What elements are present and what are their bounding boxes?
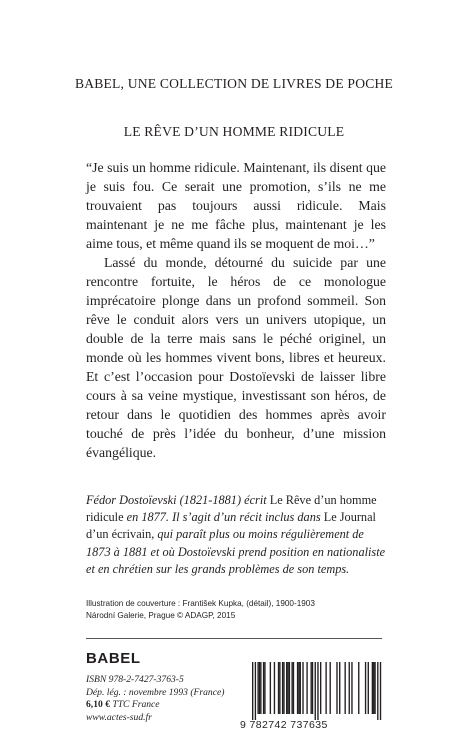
barcode-bar [368, 662, 369, 714]
isbn: ISBN 978-2-7427-3763-5 [86, 674, 184, 685]
barcode-bar [289, 662, 290, 714]
barcode-bar [260, 662, 261, 714]
barcode-bar [380, 662, 381, 720]
price-value: 6,10 € [86, 699, 110, 711]
barcode-bar [330, 662, 331, 714]
barcode-bar [320, 662, 321, 714]
summary-paragraph: Lassé du monde, détourné du suicide par une rencontre fortuite, le héros de ce monologue imprécatoire plonge dans un profond sommeil. Son rêve le conduit alors vers un univers utopique, un double de la terre mais sans le péché originel, un monde où les hommes vivent bons, libres et heureux. Et c’est l’occasion pour Dostoïevski de laisser libre cours à sa veine mystique, investissant son héros, de retour dans le quotidien des hommes après avoir touché de près l’idée du bonheur, d’une mission évangélique. [86, 255, 386, 460]
barcode-bar [325, 662, 326, 714]
barcode-bar [312, 662, 313, 714]
barcode-bar [317, 662, 318, 720]
book-title: LE RÊVE D’UN HOMME RIDICULE [123, 124, 345, 139]
barcode-bar [283, 662, 284, 714]
barcode-bar [270, 662, 271, 714]
legal-deposit: Dép. lég. : novembre 1993 (France) [86, 686, 225, 698]
credit-line-2: Národní Galerie, Prague © ADAGP, 2015 [86, 611, 236, 620]
back-cover-blurb [86, 158, 386, 462]
barcode-bar [344, 662, 345, 714]
barcode-bar [374, 662, 375, 714]
barcode-bar [293, 662, 294, 714]
barcode-bar [358, 662, 359, 714]
barcode-bar [255, 662, 256, 720]
barcode-bar [287, 662, 288, 714]
collection-heading: BABEL, UNE COLLECTION DE LIVRES DE POCHE [75, 76, 393, 91]
barcode-bar [377, 662, 378, 720]
barcode-bar [339, 662, 340, 714]
barcode-bar [349, 662, 350, 714]
publisher-logo: BABEL [86, 650, 141, 667]
note-journal-title: Le Journal d’un écrivain [86, 510, 376, 542]
barcode-bar [372, 662, 373, 714]
barcode-bar [300, 662, 301, 714]
barcode-bar [373, 662, 374, 714]
barcode-bar [279, 662, 280, 714]
barcode-bar [264, 662, 265, 714]
website: www.actes-sud.fr [86, 711, 152, 723]
credit-line-1: Illustration de couverture : František Kupka, (détail), 1900-1903 [86, 599, 315, 608]
barcode-bar [351, 662, 352, 714]
barcode-bar [286, 662, 287, 714]
barcode-bar [278, 662, 279, 714]
barcode-bar [310, 662, 311, 714]
publication-info [86, 674, 236, 724]
barcode-bar [259, 662, 260, 714]
barcode-bars [240, 660, 386, 720]
quote-paragraph: “Je suis un homme ridicule. Maintenant, ils disent que je suis fou. Ce serait une promotion, s’ils ne me trouvaient pas toujours aussi ridicule. Mais maintenant je ne me fâche plus, maintenant je les aime tous, et même quand ils se moquent de moi…” [86, 160, 386, 251]
illustration-credit [86, 598, 406, 622]
barcode-bar [257, 662, 258, 714]
barcode-bar [291, 662, 292, 714]
price [86, 699, 236, 712]
barcode-bar [252, 662, 253, 720]
note-work-title: Le Rêve d’un homme ridicule [86, 493, 377, 525]
author-note [86, 492, 386, 578]
barcode-bar [274, 662, 275, 714]
note-part-1: Fédor Dostoïevski (1821-1881) écrit [86, 493, 267, 507]
barcode-bar [365, 662, 366, 714]
barcode-bar [306, 662, 307, 714]
divider [86, 638, 382, 639]
barcode-bar [297, 662, 298, 714]
barcode-icon [240, 660, 386, 722]
barcode-bar [298, 662, 299, 714]
barcode-bar [263, 662, 264, 714]
note-part-2: en 1877. Il s’agit d’un récit inclus dans [126, 510, 321, 525]
barcode-bar [315, 662, 316, 720]
barcode-bar [336, 662, 337, 714]
note-part-3: , qui paraît plus ou moins régulièrement de 1873 à 1881 et où Dostoïevski prend position en nationaliste et en chrétien sur les grands problèmes de son temps. [86, 527, 386, 576]
barcode-bar [282, 662, 283, 714]
barcode-number: 9 782742 737635 [240, 719, 328, 731]
barcode-bar [302, 662, 303, 714]
price-suffix: TTC France [109, 699, 160, 711]
